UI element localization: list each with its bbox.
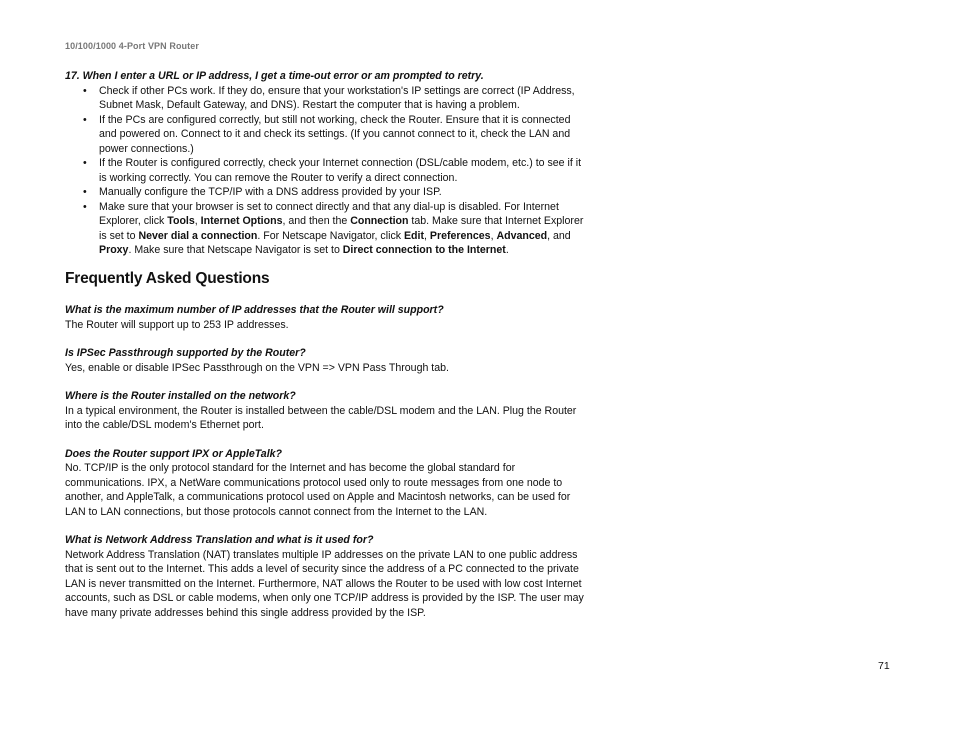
- bullet-item: [65, 84, 587, 113]
- text-run: , and: [547, 229, 571, 242]
- ui-term-tools: Tools: [167, 215, 195, 227]
- faq-answer: Network Address Translation (NAT) translates multiple IP addresses on the private LAN to one public address that is sent out to the Internet. This adds a level of security since the address of a PC connected to the private LAN is never transmitted on the Internet. Furthermore, NAT allows the Router to be used with low cost Internet accounts, such as DSL or cable modems, when only one TCP/IP address is provided by the ISP. The user may have many private addresses behind this single address provided by the ISP.: [65, 548, 584, 619]
- page-content: [65, 69, 587, 634]
- faq-heading: Frequently Asked Questions: [65, 269, 270, 287]
- faq-question: Is IPSec Passthrough supported by the Router?: [65, 347, 306, 359]
- faq-answer: The Router will support up to 253 IP addresses.: [65, 318, 289, 331]
- text-run: .: [505, 244, 509, 256]
- ui-term-preferences: Preferences: [429, 229, 491, 242]
- text-run: . For Netscape Navigator, click: [257, 229, 404, 242]
- bullet-item: [65, 113, 587, 157]
- bullet-item: [65, 185, 587, 200]
- bullet-icon: •: [83, 200, 87, 213]
- faq-answer: No. TCP/IP is the only protocol standard for the Internet and has become the global standard for communications. IPX, a NetWare communications protocol used only to route messages from one node to another, and AppleTalk, a communications protocol used on Apple and Macintosh networks, can be used for LAN to LAN connections, but those protocols cannot connect from the Internet to the LAN.: [65, 462, 571, 518]
- faq-question: Does the Router support IPX or AppleTalk?: [65, 447, 282, 460]
- faq-question: What is the maximum number of IP addresses that the Router will support?: [65, 304, 444, 316]
- bullet-icon: •: [83, 84, 87, 97]
- ui-term-connection: Connection: [350, 215, 409, 227]
- faq-item: [65, 533, 587, 620]
- bullet-icon: •: [83, 113, 87, 126]
- ui-term-proxy: Proxy: [99, 244, 129, 256]
- troubleshooting-question-17: 17. When I enter a URL or IP address, I get a time-out error or am prompted to retry.: [65, 70, 484, 82]
- ui-term-edit: Edit: [403, 229, 424, 242]
- faq-item: [65, 389, 587, 433]
- bullet-text: If the Router is configured correctly, check your Internet connection (DSL/cable modem, etc.) to see if it is working correctly. You can remove the Router to verify a direct connection.: [99, 157, 582, 184]
- bullet-text: Manually configure the TCP/IP with a DNS address provided by your ISP.: [99, 186, 442, 198]
- text-run: . Make sure that Netscape Navigator is set to: [128, 244, 343, 256]
- text-run: , and then the: [282, 215, 351, 227]
- troubleshooting-bullets: [65, 84, 587, 258]
- bullet-item: [65, 156, 587, 185]
- bullet-text: Check if other PCs work. If they do, ensure that your workstation's IP settings are correct (IP Address, Subnet Mask, Default Gateway, and DNS). Restart the computer that is having a problem.: [99, 84, 575, 111]
- bullet-item: [65, 200, 587, 258]
- faq-item: [65, 447, 587, 520]
- faq-item: [65, 346, 587, 375]
- bullet-icon: •: [83, 186, 87, 198]
- faq-answer: In a typical environment, the Router is installed between the cable/DSL modem and the LAN. Plug the Router into the cable/DSL modem's Ethernet port.: [65, 404, 577, 431]
- faq-answer: Yes, enable or disable IPSec Passthrough on the VPN => VPN Pass Through tab.: [65, 361, 449, 374]
- bullet-text: If the PCs are configured correctly, but still not working, check the Router. Ensure that it is connected and powered on. Connect to it and check its settings. (If you cannot connect to it, check the LAN and power connections.): [99, 113, 571, 155]
- running-header: 10/100/1000 4-Port VPN Router: [65, 41, 199, 51]
- ui-term-direct-connection: Direct connection to the Internet: [342, 244, 506, 256]
- text-run: ,: [194, 215, 201, 227]
- ui-term-never-dial: Never dial a connection: [138, 229, 258, 242]
- bullet-text-browser: [99, 201, 583, 257]
- faq-item: [65, 303, 587, 332]
- ui-term-internet-options: Internet Options: [200, 215, 283, 227]
- text-run: Make sure that your browser is set to connect directly and that any dial-up is disabled. For Internet Explorer, click: [99, 200, 559, 227]
- bullet-icon: •: [83, 157, 87, 169]
- text-run: ,: [490, 229, 497, 242]
- page-number: 71: [878, 660, 890, 672]
- text-run: tab. Make sure that Internet Explorer is set to: [99, 215, 584, 242]
- faq-question: What is Network Address Translation and what is it used for?: [65, 534, 374, 546]
- text-run: ,: [424, 229, 430, 242]
- faq-question: Where is the Router installed on the network?: [65, 390, 296, 402]
- ui-term-advanced: Advanced: [496, 229, 548, 242]
